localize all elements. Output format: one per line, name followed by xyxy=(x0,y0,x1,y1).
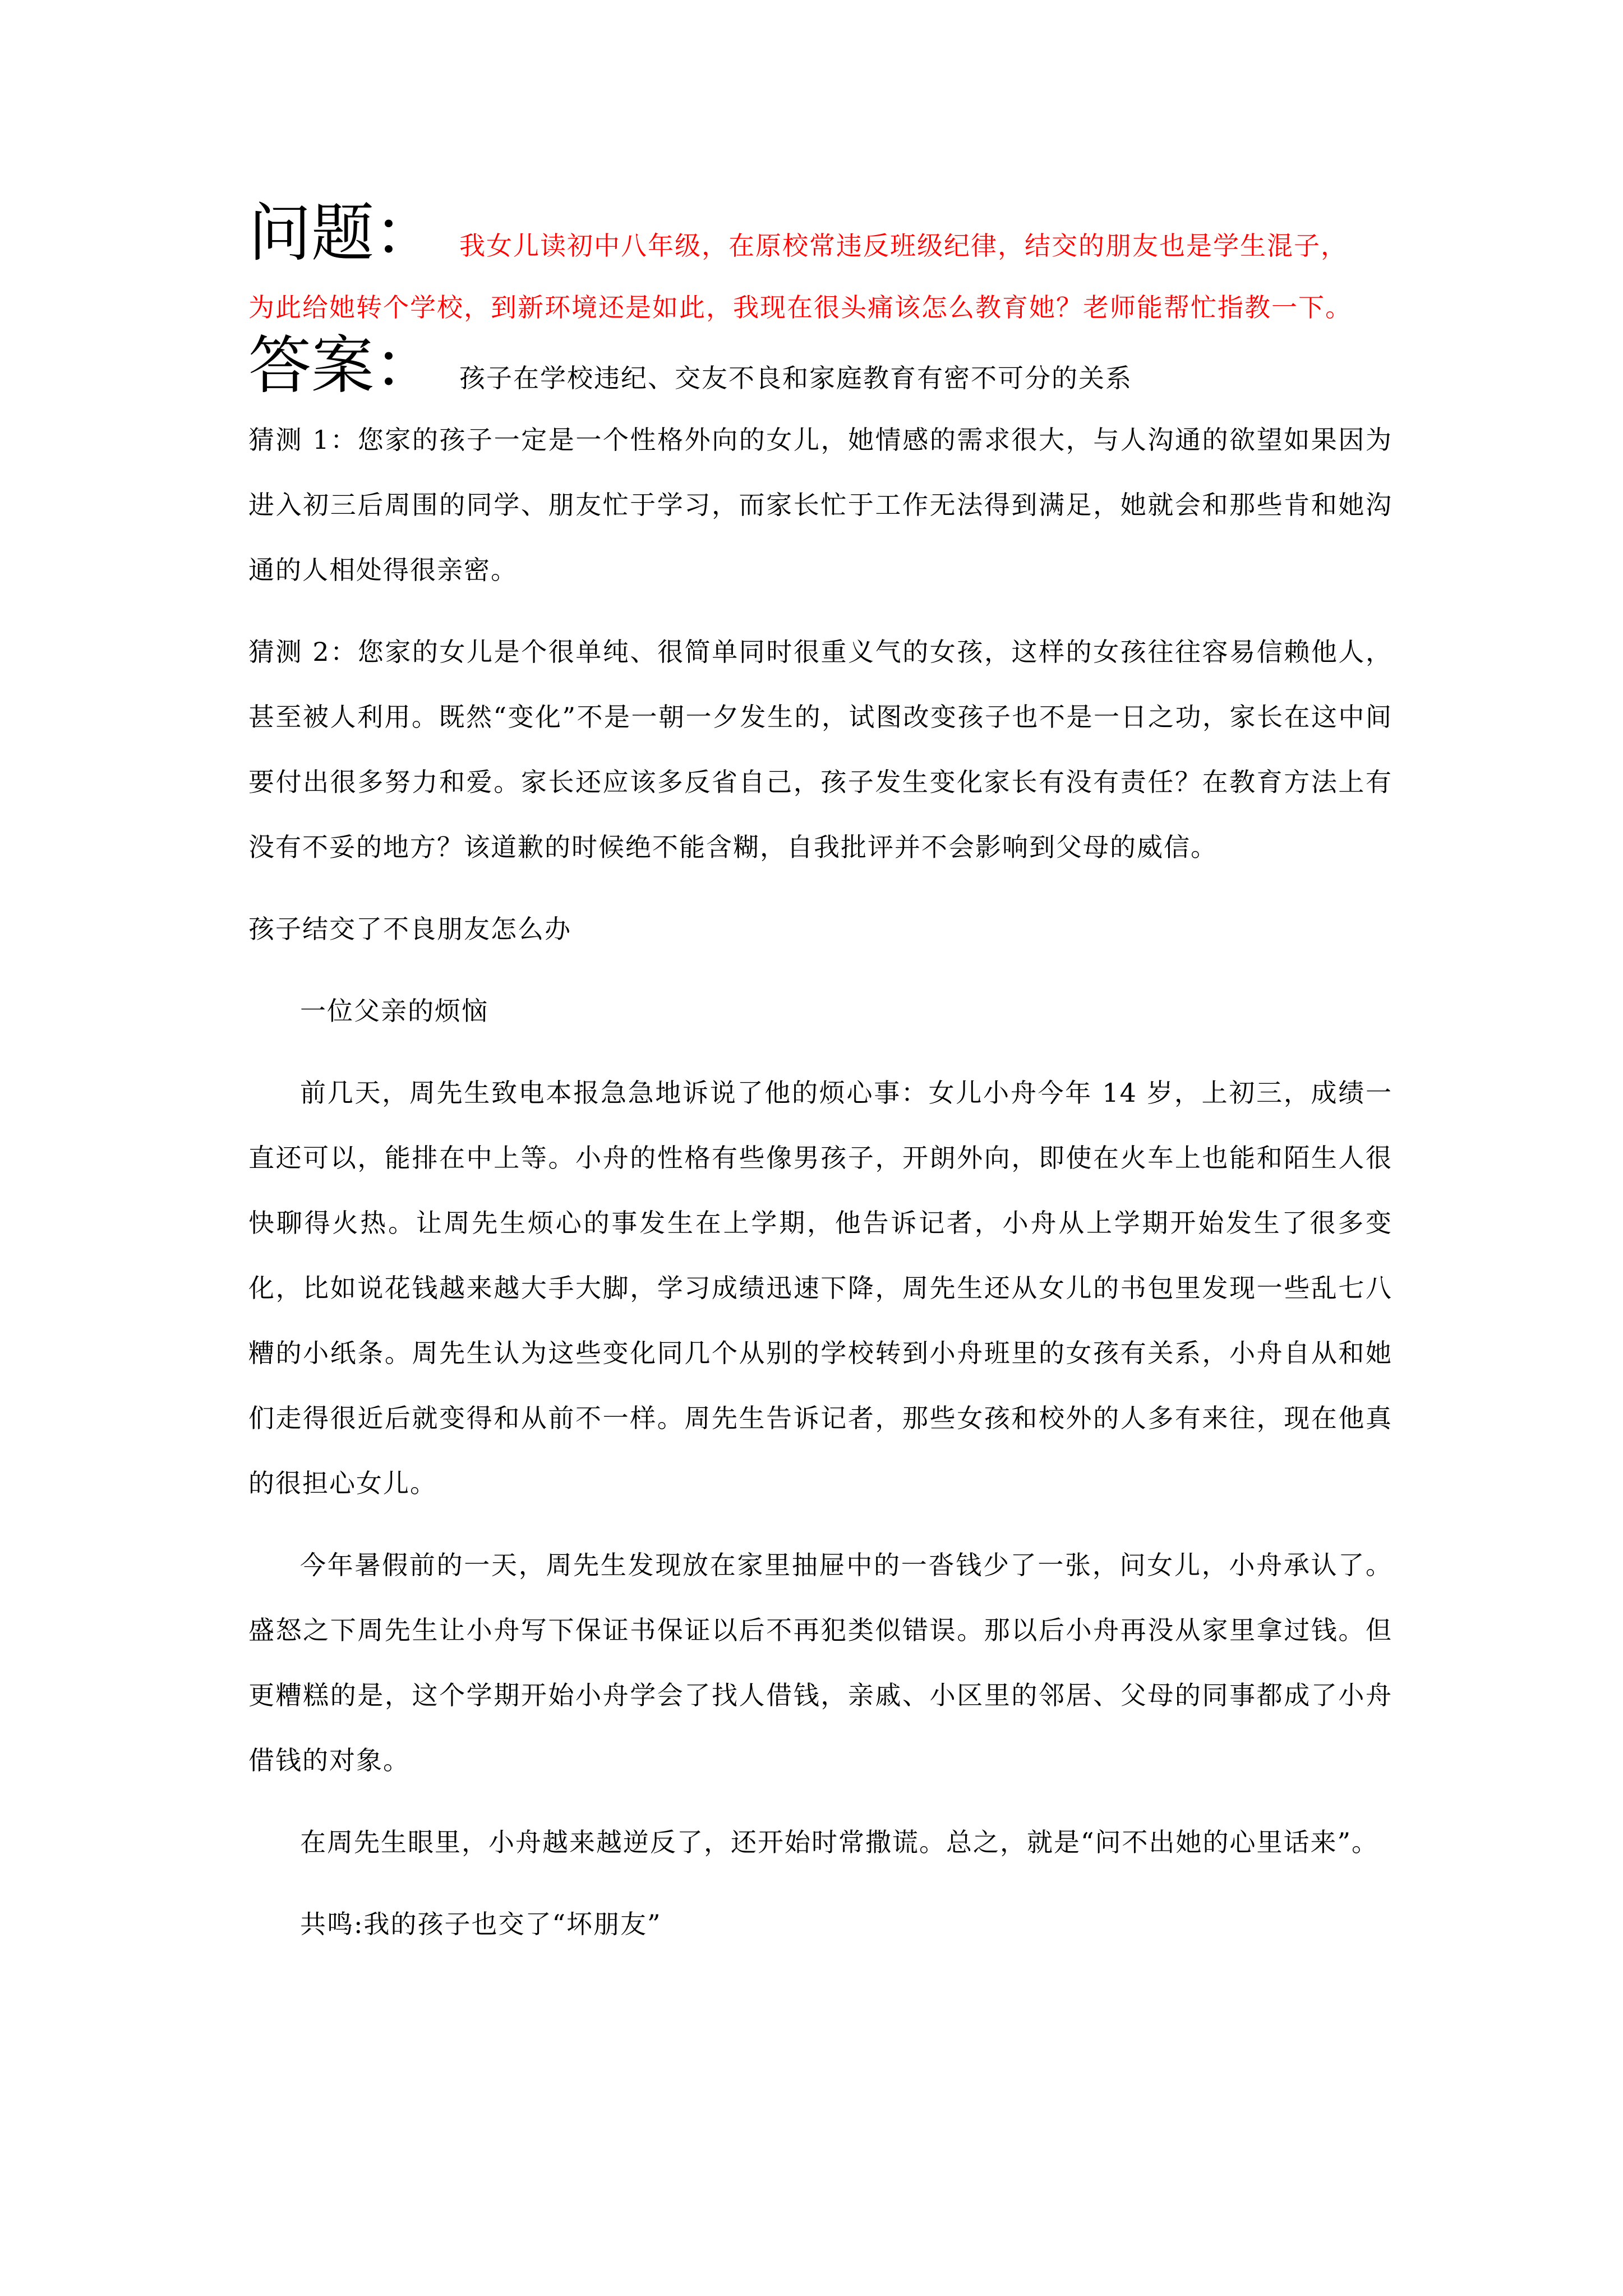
answer-section xyxy=(248,329,1393,402)
question-text-line1: 我女儿读初中八年级，在原校常违反班级纪律，结交的朋友也是学生混子， xyxy=(459,231,1348,261)
guess-2-paragraph: 猜测 2：您家的女儿是个很单纯、很简单同时很重义气的女孩，这样的女孩往往容易信赖他人，甚至被人利用。既然“变化”不是一朝一夕发生的，试图改变孩子也不是一日之功，家长在这中间要付出很多努力和爱。家长还应该多反省自己，孩子发生变化家长有没有责任？在教育方法上有没有不妥的地方？该道歉的时候绝不能含糊，自我批评并不会影响到父母的威信。 xyxy=(248,637,1393,862)
answer-summary: 孩子在学校违纪、交友不良和家庭教育有密不可分的关系 xyxy=(459,363,1132,393)
article-body-paragraph-1: 前几天，周先生致电本报急急地诉说了他的烦心事：女儿小舟今年 14 岁，上初三，成绩一直还可以，能排在中上等。小舟的性格有些像男孩子，开朗外向，即使在火车上也能和陌生人很快聊得火热。让周先生烦心的事发生在上学期，他告诉记者，小舟从上学期开始发生了很多变化，比如说花钱越来越大手大脚，学习成绩迅速下降，周先生还从女儿的书包里发现一些乱七八糟的小纸条。周先生认为这些变化同几个从别的学校转到小舟班里的女孩有关系，小舟自从和她们走得很近后就变得和从前不一样。周先生告诉记者，那些女孩和校外的人多有来往，现在他真的很担心女儿。 xyxy=(248,1078,1393,1498)
guess-1-paragraph: 猜测 1：您家的孩子一定是一个性格外向的女儿，她情感的需求很大，与人沟通的欲望如果因为进入初三后周围的同学、朋友忙于学习，而家长忙于工作无法得到满足，她就会和那些肯和她沟通的人相处得很亲密。 xyxy=(248,425,1393,585)
article-subtitle-2: 共鸣:我的孩子也交了“坏朋友” xyxy=(300,1909,662,1939)
question-section xyxy=(248,197,1393,324)
answer-label: 答案： xyxy=(248,329,437,402)
question-text-line2: 为此给她转个学校，到新环境还是如此，我现在很头痛该怎么教育她？老师能帮忙指教一下。 xyxy=(248,292,1352,323)
question-label: 问题： xyxy=(248,197,437,270)
article-title: 孩子结交了不良朋友怎么办 xyxy=(248,914,571,944)
article-body-paragraph-2: 今年暑假前的一天，周先生发现放在家里抽屉中的一沓钱少了一张，问女儿，小舟承认了。盛怒之下周先生让小舟写下保证书保证以后不再犯类似错误。那以后小舟再没从家里拿过钱。但更糟糕的是，这个学期开始小舟学会了找人借钱，亲戚、小区里的邻居、父母的同事都成了小舟借钱的对象。 xyxy=(248,1550,1393,1775)
document-page xyxy=(248,197,1393,1957)
article-subtitle-1: 一位父亲的烦恼 xyxy=(300,996,488,1026)
article-body-paragraph-3: 在周先生眼里，小舟越来越逆反了，还开始时常撒谎。总之，就是“问不出她的心里话来”。 xyxy=(300,1827,1379,1857)
